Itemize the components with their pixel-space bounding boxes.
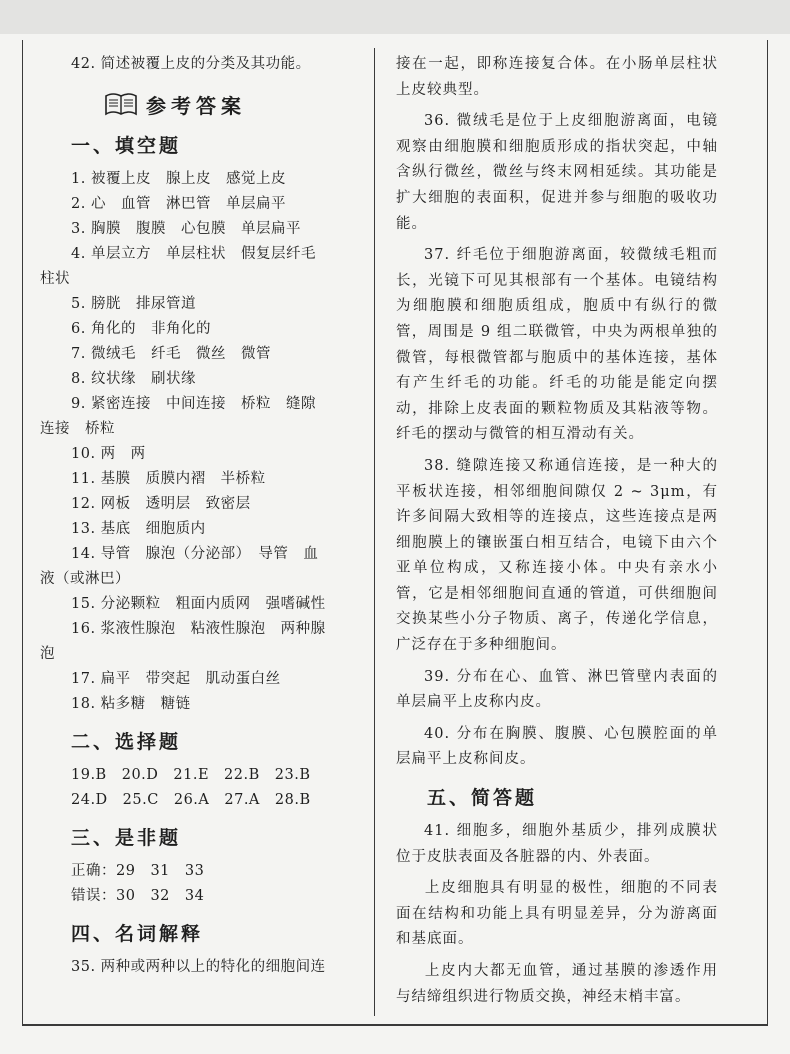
answer-35-start: 35. 两种或两种以上的特化的细胞间连 [71, 959, 326, 975]
fill-answer-continued: 泡 [40, 646, 55, 662]
fill-answer: 15. 分泌颗粒 粗面内质网 强嗜碱性 [71, 596, 326, 612]
fill-answer-continued: 连接 桥粒 [40, 421, 115, 437]
fill-answer: 8. 纹状缘 刷状缘 [71, 371, 196, 387]
section-heading-true-false: 三、是非题 [71, 827, 182, 849]
section-heading-term-definitions: 四、名词解释 [71, 923, 204, 945]
fill-answer: 7. 微绒毛 纤毛 微丝 微管 [71, 346, 271, 362]
answer-39: 39. 分布在心、血管、淋巴管壁内表面的单层扁平上皮称内皮。 [396, 668, 718, 711]
fill-answer-continued: 液（或淋巴） [40, 571, 130, 587]
page-top-margin [0, 0, 790, 34]
answer-40: 40. 分布在胸膜、腹膜、心包膜腔面的单层扁平上皮称间皮。 [396, 725, 718, 768]
section-heading-short-answer: 五、简答题 [427, 787, 538, 810]
fill-answer: 17. 扁平 带突起 肌动蛋白丝 [71, 671, 281, 687]
fill-answer: 18. 粘多糖 糖链 [71, 696, 191, 712]
section-heading-fill-in: 一、填空题 [71, 135, 182, 157]
answer-35-end: 接在一起，即称连接复合体。在小肠单层柱状上皮较典型。 [396, 56, 718, 98]
column-divider [374, 48, 375, 1016]
fill-answer: 4. 单层立方 单层柱状 假复层纤毛 [71, 246, 316, 262]
answer-37: 37. 纤毛位于细胞游离面，较微绒毛粗而长，光镜下可见其根部有一个基体。电镜结构为细胞膜和细胞质组成，胞质中有纵行的微管，周围是 9 组二联微管，中央为两根单独的微管，每根微管都与胞质中的基体连接，基体有产生纤毛的功能。纤毛的功能是能定向摆动，排除上皮表面的颗粒物质及其粘液等物。纤毛的摆动与微管的相互滑动有关。 [396, 247, 718, 443]
answer-36: 36. 微绒毛是位于上皮细胞游离面，电镜观察由细胞膜和细胞质形成的指状突起，中轴含纵行微丝，微丝与终末网相延续。其功能是扩大细胞的表面积，促进并参与细胞的吸收功能。 [396, 113, 718, 232]
answer-41-part2: 上皮细胞具有明显的极性，细胞的不同表面在结构和功能上具有明显差异，分为游离面和基底面。 [396, 880, 718, 948]
question-42: 42. 简述被覆上皮的分类及其功能。 [71, 56, 311, 72]
right-column [396, 52, 718, 1010]
true-answers: 正确：29 31 33 [71, 863, 205, 879]
answer-38: 38. 缝隙连接又称通信连接，是一种大的平板状连接，相邻细胞间隙仅 2 ~ 3μm，有许多间隔大致相等的连接点，这些连接点是两细胞膜上的镶嵌蛋白相互结合，电镜下由六个亚单位构成，又称连接小体。中央有亲水小管，它是相邻细胞间直通的管道，可供细胞间交换某些小分子物质、离子，传递化学信息，广泛存在于多种细胞间。 [396, 457, 718, 654]
answer-41-part3: 上皮内大都无血管，通过基膜的渗透作用与结缔组织进行物质交换，神经末梢丰富。 [396, 963, 718, 1005]
fill-answer: 14. 导管 腺泡（分泌部） 导管 血 [71, 546, 319, 562]
fill-answer: 2. 心 血管 淋巴管 单层扁平 [71, 196, 286, 212]
choice-answers-row: 24.D 25.C 26.A 27.A 28.B [71, 792, 311, 808]
answer-41-part1: 41. 细胞多，细胞外基质少，排列成膜状位于皮肤表面及各脏器的内、外表面。 [396, 823, 718, 865]
section-heading-multiple-choice: 二、选择题 [71, 731, 182, 753]
choice-answers-row: 19.B 20.D 21.E 22.B 23.B [71, 767, 311, 783]
fill-answer: 6. 角化的 非角化的 [71, 321, 211, 337]
fill-answer-continued: 柱状 [40, 271, 70, 287]
open-book-icon [104, 91, 138, 117]
left-column [40, 52, 362, 980]
fill-answer: 5. 膀胱 排尿管道 [71, 296, 196, 312]
fill-answer: 16. 浆液性腺泡 粘液性腺泡 两种腺 [71, 621, 326, 637]
reference-answers-heading [40, 83, 362, 125]
false-answers: 错误：30 32 34 [71, 888, 205, 904]
reference-answers-title: 参考答案 [146, 93, 246, 118]
fill-answer: 11. 基膜 质膜内褶 半桥粒 [71, 471, 266, 487]
fill-answer: 3. 胸膜 腹膜 心包膜 单层扁平 [71, 221, 301, 237]
fill-answer: 12. 网板 透明层 致密层 [71, 496, 251, 512]
fill-answer: 10. 两 两 [71, 446, 146, 462]
fill-answer: 1. 被覆上皮 腺上皮 感觉上皮 [71, 171, 286, 187]
fill-answer: 9. 紧密连接 中间连接 桥粒 缝隙 [71, 396, 316, 412]
fill-answer: 13. 基底 细胞质内 [71, 521, 206, 537]
